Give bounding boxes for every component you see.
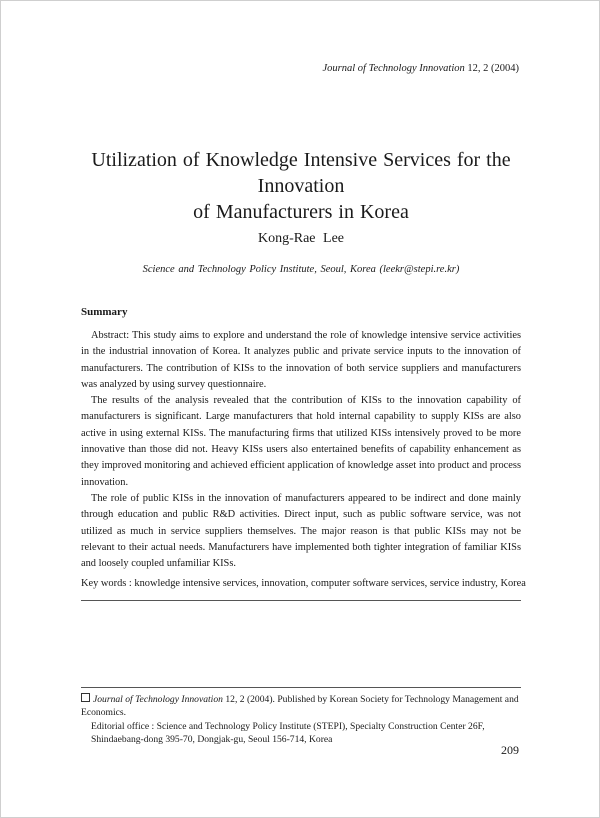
footnote-journal: Journal of Technology Innovation — [93, 694, 223, 705]
keywords-label: Key words : — [81, 578, 132, 589]
checkbox-square-icon — [81, 693, 90, 702]
running-head — [323, 63, 519, 74]
running-head-issue: 12, 2 (2004) — [467, 63, 519, 74]
footnote-line-1 — [81, 693, 526, 720]
footnote-divider — [81, 687, 521, 688]
footnote — [81, 693, 526, 746]
footnote-editorial-office: Editorial office : Science and Technology Policy Institute (STEPI), Specialty Construction Center 26F, Shindaebang-dong 395-70, Dongjak-gu, Seoul 156-714, Korea — [91, 720, 485, 745]
title-line-2: of Manufacturers in Korea — [193, 201, 409, 223]
footnote-publication: 12, 2 (2004). Published by Korean Society for Technology Management and Economics. — [81, 694, 519, 719]
author-name: Kong-Rae Lee — [257, 231, 345, 246]
keywords — [81, 578, 526, 589]
abstract-paragraph: Abstract: This study aims to explore and understand the role of knowledge intensive service activities in the industrial innovation of Korea. It analyzes public and private service inputs to the innovation of manufacturers. The contribution of KISs to the innovation of both service suppliers and manufacturers was analyzed by using survey questionnaire. — [81, 330, 521, 390]
paper-title — [61, 147, 541, 225]
author-affiliation: Science and Technology Policy Institute, Seoul, Korea (leekr@stepi.re.kr) — [142, 264, 460, 275]
abstract-paragraph: The role of public KISs in the innovation of manufacturers appeared to be indirect and done mainly through education and public R&D activities. Direct input, such as public software service, was not utilized as much in service suppliers themselves. The major reason is that public KISs may not be relevant to their actual needs. Manufacturers have implemented both tighter integration of familiar KISs and loosely coupled unfamiliar KISs. — [81, 492, 521, 570]
keywords-divider — [81, 600, 521, 601]
keywords-text: knowledge intensive services, innovation, computer software services, service industry, Korea — [134, 578, 526, 589]
summary-heading: Summary — [81, 306, 128, 318]
page-number: 209 — [501, 743, 519, 757]
running-head-journal: Journal of Technology Innovation — [322, 63, 465, 74]
title-line-1: Utilization of Knowledge Intensive Services for the Innovation — [91, 149, 511, 197]
abstract-paragraph: The results of the analysis revealed that the contribution of KISs to the innovation capability of manufacturers is significant. Large manufacturers that hold internal capability to supply KISs are also active in using external KISs. The manufacturing firms that utilized KISs intensively proved to be more innovative than those did not. Heavy KISs users also entertained benefits of capability enhancement as they improved monitoring and achieved efficient application of knowledge asset into product and process innovation. — [81, 395, 521, 488]
abstract-body — [81, 328, 521, 572]
